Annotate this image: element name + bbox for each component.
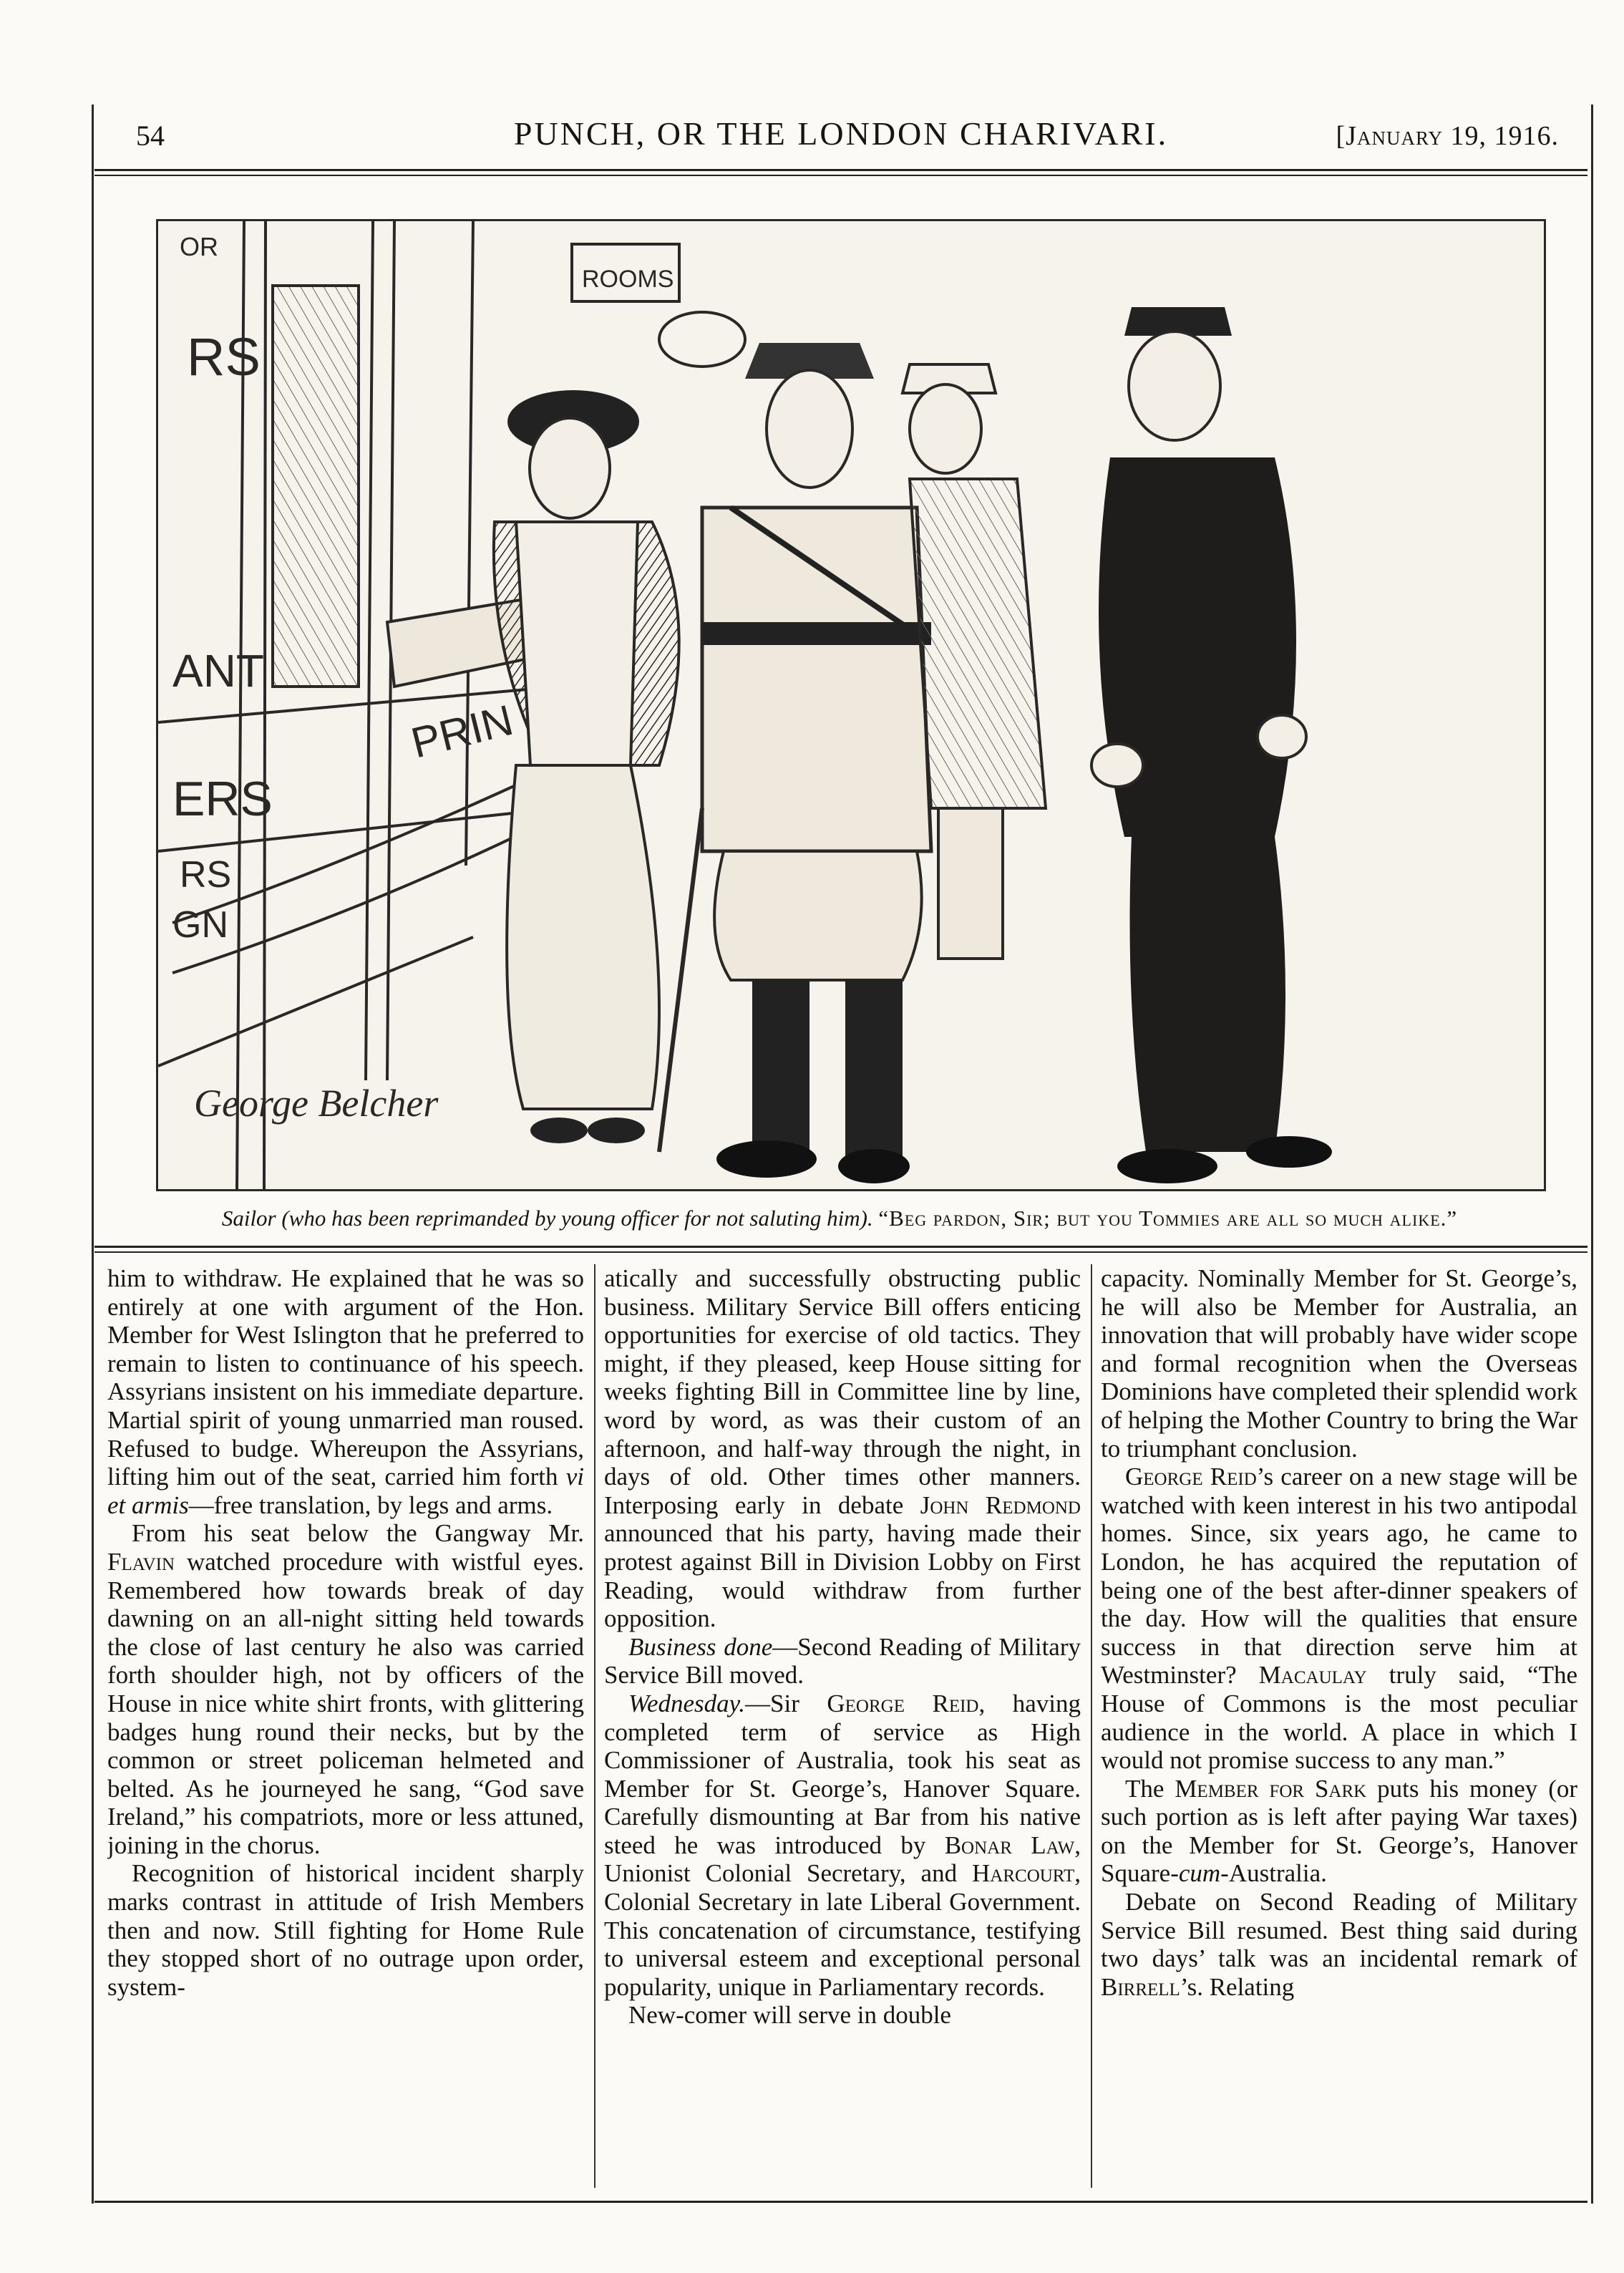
caption-rule [94, 1246, 1587, 1253]
sign-print: PRIN [406, 695, 518, 767]
caption-speaker: Sailor (who has been reprimanded by young officer for not saluting him). [221, 1206, 873, 1231]
bystander-figure [903, 364, 1046, 959]
rooms-sign [572, 244, 745, 367]
paragraph: From his seat below the Gangway Mr. Flavin watched procedure with wistful eyes. Remembered how towards break of day dawning on an all-night sitting held towards the close of last century he also was carried forth shoulder high, not by officers of the House in nice white shirt fronts, with glittering badges hung round their necks, but by the common or street policeman helmeted and belted. As he journeyed he sang, “God save Ireland,” his compatriots, more or less attuned, joining in the chorus. [107, 1519, 584, 1859]
artist-signature: George Belcher [194, 1082, 439, 1125]
cartoon-illustration [156, 219, 1546, 1191]
officer-figure [659, 343, 931, 1183]
sign-rooms: ROOMS [582, 266, 674, 293]
article-columns [107, 1264, 1579, 2188]
paragraph: capacity. Nominally Member for St. George’s, he will also be Member for Australia, an innovation that will probably have wider scope and formal recognition when the Overseas Dominions have completed their splendid work of helping the Mother Country to bring the War to triumphant conclusion. [1101, 1264, 1577, 1463]
sign-rs: RS [187, 327, 261, 387]
column-divider-1 [594, 1264, 595, 2188]
paragraph: George Reid’s career on a new stage will be watched with keen interest in his two antipodal homes. Since, six years ago, he came to London, he has acquired the reputation of being one of the best after-dinner speakers of the day. How will the qualities that ensure success in that direction serve him at Westminster? Macaulay truly said, “The House of Commons is the most peculiar audience in the world. A place in which I would not promise success to any man.” [1101, 1463, 1577, 1775]
sign-or: OR [180, 232, 218, 261]
sailor-figure [1091, 307, 1332, 1183]
sign-ers: ERS [172, 772, 273, 826]
sign-rs-lower: RS [180, 854, 232, 896]
paragraph: The Member for Sark puts his money (or such portion as is left after paying War taxes) on the Member for St. George’s, Hanover Square-cum-Australia. [1101, 1774, 1577, 1888]
page-number: 54 [136, 120, 165, 152]
column-1 [107, 1264, 584, 2188]
page-header [94, 115, 1587, 165]
column-divider-2 [1091, 1264, 1092, 2188]
caption-quote: “Beg pardon, Sir; but you Tommies are all so much alike.” [878, 1206, 1458, 1231]
issue-date: [January 19, 1916. [1336, 121, 1559, 151]
paragraph: New-comer will serve in double [628, 2001, 951, 2030]
page-bottom-rule [94, 2201, 1587, 2203]
sign-ant: ANT [172, 645, 264, 697]
paragraph: him to withdraw. He explained that he was so entirely at one with argument of the Hon. Member for West Islington that he preferred to remain to listen to continuance of his speech. Assyrians insistent on his immediate departure. Martial spirit of young unmarried man roused. Refused to budge. Whereupon the Assyrians, lifting him out of the seat, carried him forth vi et armis—free translation, by legs and arms. [107, 1264, 584, 1519]
woman-figure [494, 390, 679, 1143]
masthead: PUNCH, OR THE LONDON CHARIVARI. [513, 115, 1169, 152]
header-rule [94, 169, 1587, 176]
column-3 [1101, 1264, 1577, 2188]
cartoon-caption [107, 1206, 1572, 1231]
column-2 [604, 1264, 1081, 2188]
paragraph: Business done—Second Reading of Military Service Bill moved. [604, 1632, 1081, 1690]
paragraph: atically and successfully obstructing public business. Military Service Bill offers enticing opportunities for exercise of old tactics. They might, if they pleased, keep House sitting for weeks fighting Bill in Committee line by line, word by word, as was their custom of an afternoon, and half-way through the night, in days of old. Other times other manners. Interposing early in debate John Redmond announced that his party, having made their protest against Bill in Division Lobby on First Reading, would withdraw from further opposition. [604, 1264, 1081, 1633]
paragraph: Wednesday.—Sir George Reid, having completed term of service as High Commissioner of Australia, took his seat as Member for St. George’s, Hanover Square. Carefully dismounting at Bar from his native steed he was introduced by Bonar Law, Unionist Colonial Secretary, and Harcourt, Colonial Secretary in late Liberal Government. This concatenation of circumstance, testifying to universal esteem and exceptional personal popularity, unique in Parliamentary records. [604, 1689, 1081, 2001]
sign-gn: GN [172, 904, 228, 946]
paragraph: Recognition of historical incident sharply marks contrast in attitude of Irish Members then and now. Still fighting for Home Rule they stopped short of no outrage upon order, system- [107, 1859, 584, 2001]
paragraph: Debate on Second Reading of Military Service Bill resumed. Best thing said during two days’ talk was an incidental remark of Birrell’s. Relating [1101, 1888, 1577, 2001]
